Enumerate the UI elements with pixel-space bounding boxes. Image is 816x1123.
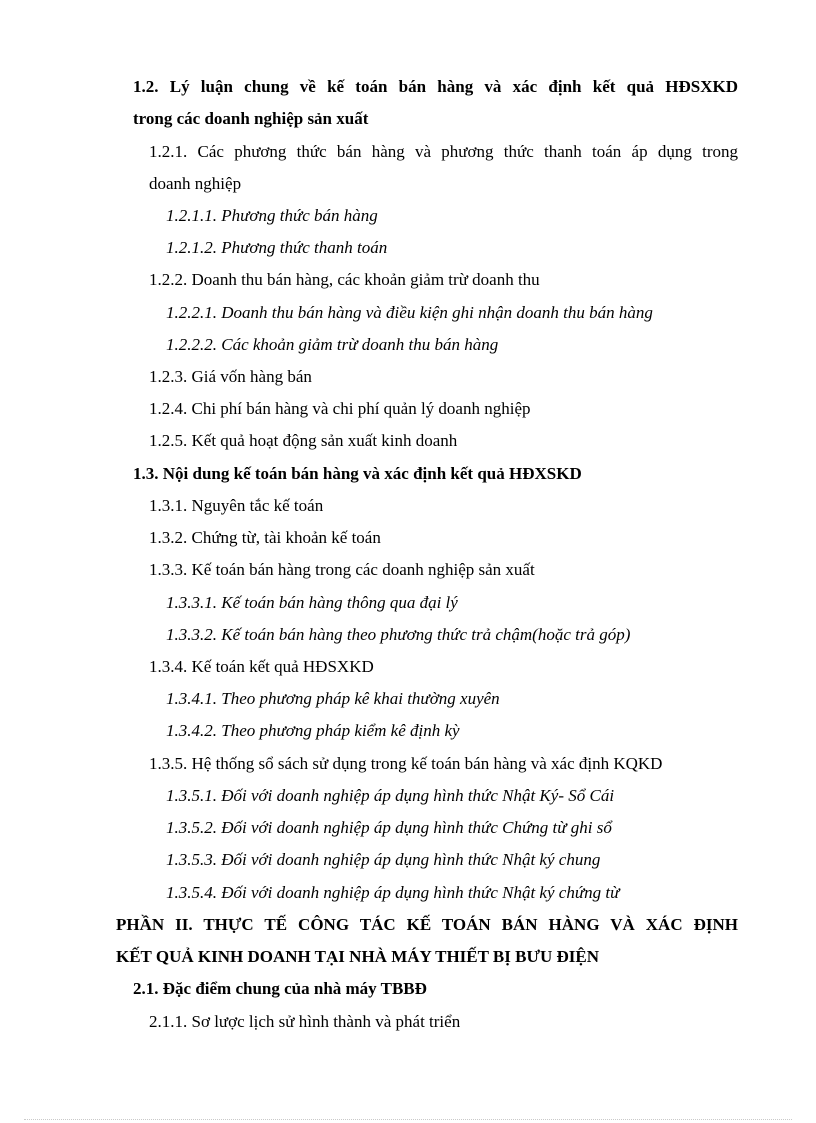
toc-entry: 1.2.1. Các phương thức bán hàng và phương thức thanh toán áp dụng trong <box>149 142 738 161</box>
toc-entry: 1.2.1.2. Phương thức thanh toán <box>166 238 388 257</box>
toc-entry: 1.3.2. Chứng từ, tài khoản kế toán <box>149 528 381 547</box>
toc-entry: 1.2.2.2. Các khoản giảm trừ doanh thu bán hàng <box>166 335 499 354</box>
toc-entry: 1.2.1.1. Phương thức bán hàng <box>166 206 378 225</box>
toc-entry: 2.1.1. Sơ lược lịch sử hình thành và phát triển <box>149 1012 461 1031</box>
toc-entry: 1.3.4.2. Theo phương pháp kiểm kê định kỳ <box>166 721 460 740</box>
toc-entry: 1.3.5. Hệ thống sổ sách sử dụng trong kế toán bán hàng và xác định KQKD <box>149 754 663 773</box>
toc-entry: 1.2. Lý luận chung về kế toán bán hàng và xác định kết quả HĐSXKD <box>133 77 738 96</box>
toc-entry: 1.2.3. Giá vốn hàng bán <box>149 367 312 386</box>
toc-entry: 1.2.2. Doanh thu bán hàng, các khoản giảm trừ doanh thu <box>149 270 540 289</box>
toc-entry: doanh nghiệp <box>149 174 242 193</box>
toc-entry: 1.2.5. Kết quả hoạt động sản xuất kinh doanh <box>149 431 458 450</box>
toc-entry: 1.3.4. Kế toán kết quả HĐSXKD <box>149 657 374 676</box>
toc-entry: PHẦN II. THỰC TẾ CÔNG TÁC KẾ TOÁN BÁN HÀNG VÀ XÁC ĐỊNH <box>116 915 738 934</box>
toc-entry: 1.3.5.3. Đối với doanh nghiệp áp dụng hình thức Nhật ký chung <box>166 850 601 869</box>
page-bottom-divider <box>24 1119 792 1120</box>
toc-entry: 1.3.3.2. Kế toán bán hàng theo phương thức trả chậm(hoặc trả góp) <box>166 625 631 644</box>
toc-entry: 1.3.4.1. Theo phương pháp kê khai thường xuyên <box>166 689 500 708</box>
toc-entry: 1.3.5.1. Đối với doanh nghiệp áp dụng hình thức Nhật Ký- Sổ Cái <box>166 786 615 805</box>
toc-entry: 1.3.3.1. Kế toán bán hàng thông qua đại lý <box>166 593 458 612</box>
toc-entry: 1.2.2.1. Doanh thu bán hàng và điều kiện ghi nhận doanh thu bán hàng <box>166 303 653 322</box>
toc-entry: 1.3.5.2. Đối với doanh nghiệp áp dụng hình thức Chứng từ ghi sổ <box>166 818 612 837</box>
toc-entry: 1.3. Nội dung kế toán bán hàng và xác định kết quả HĐXSKD <box>133 464 582 483</box>
toc-entry: 1.3.1. Nguyên tắc kế toán <box>149 496 324 515</box>
toc-entry: 1.3.3. Kế toán bán hàng trong các doanh nghiệp sản xuất <box>149 560 535 579</box>
toc-entry: 1.3.5.4. Đối với doanh nghiệp áp dụng hình thức Nhật ký chứng từ <box>166 883 620 902</box>
toc-entry: 2.1. Đặc điểm chung của nhà máy TBBĐ <box>133 979 427 998</box>
toc-entry: 1.2.4. Chi phí bán hàng và chi phí quản lý doanh nghiệp <box>149 399 531 418</box>
toc-entry: trong các doanh nghiệp sản xuất <box>133 109 369 128</box>
toc-entry: KẾT QUẢ KINH DOANH TẠI NHÀ MÁY THIẾT BỊ BƯU ĐIỆN <box>116 947 600 966</box>
